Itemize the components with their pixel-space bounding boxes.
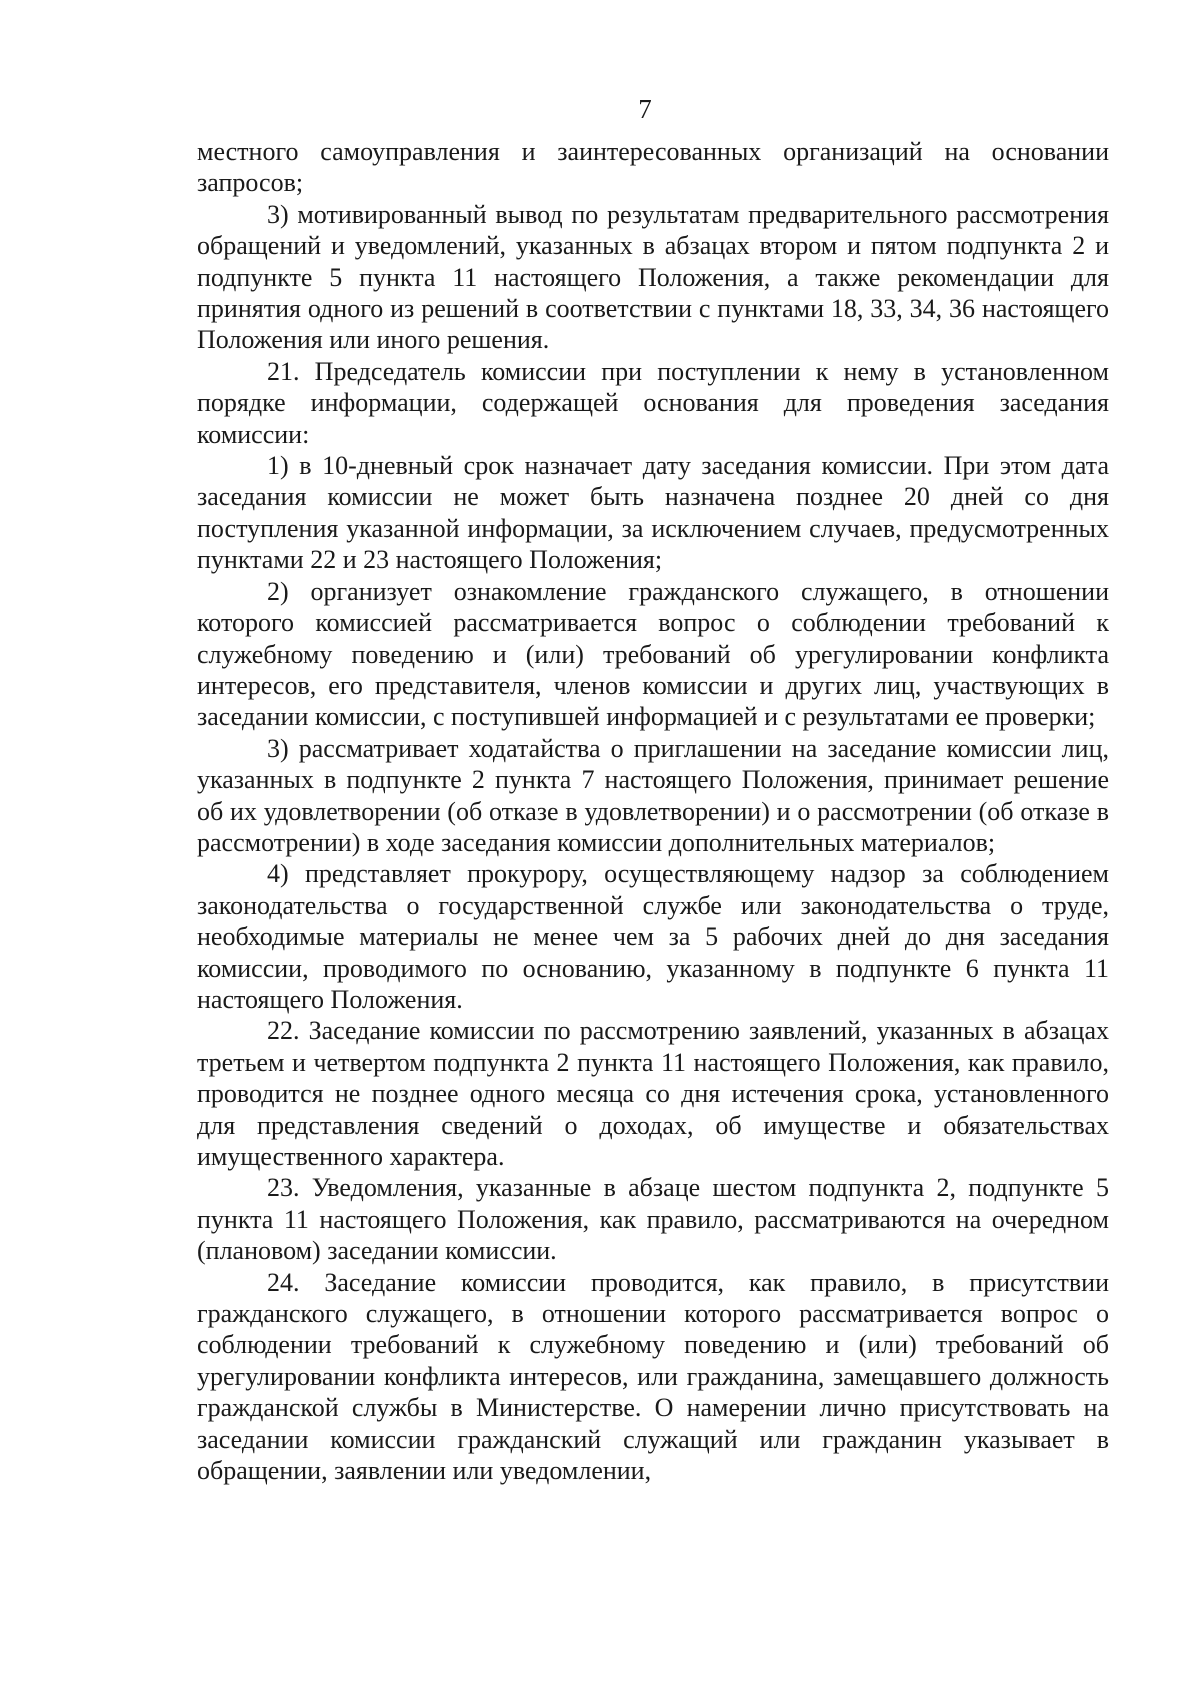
paragraph-22: 22. Заседание комиссии по рассмотрению заявлений, указанных в абзацах третьем и четвертом подпункта 2 пункта 11 настоящего Положения, как правило, проводится не позднее одного месяца со дня истечения срока, установленного для представления сведений о доходах, об имуществе и обязательствах имущественного характера. bbox=[197, 1016, 1109, 1171]
paragraph-21-item-3: 3) рассматривает ходатайства о приглашении на заседание комиссии лиц, указанных в подпункте 2 пункта 7 настоящего Положения, принимает решение об их удовлетворении (об отказе в удовлетворении) и о рассмотрении (об отказе в рассмотрении) в ходе заседания комиссии дополнительных материалов; bbox=[197, 733, 1109, 857]
paragraph-21-item-4: 4) представляет прокурору, осуществляющему надзор за соблюдением законодательства о государственной службе или законодательства о труде, необходимые материалы не менее чем за 5 рабочих дней до дня заседания комиссии, проводимого по основанию, указанному в подпункте 6 пункта 11 настоящего Положения. bbox=[197, 859, 1109, 1014]
paragraph-24: 24. Заседание комиссии проводится, как правило, в присутствии гражданского служащего, в отношении которого рассматривается вопрос о соблюдении требований к служебному поведению и (или) требований об урегулировании конфликта интересов, или гражданина, замещавшего должность гражданской службы в Министерстве. О намерении лично присутствовать на заседании комиссии гражданский служащий или гражданин указывает в обращении, заявлении или уведомлении, bbox=[197, 1267, 1109, 1486]
document-body bbox=[197, 136, 1109, 1486]
paragraph-continuation: местного самоуправления и заинтересованных организаций на основании запросов; bbox=[197, 137, 1109, 198]
paragraph-item-3-motivated-conclusion: 3) мотивированный вывод по результатам предварительного рассмотрения обращений и уведомлений, указанных в абзацах втором и пятом подпункта 2 и подпункте 5 пункта 11 настоящего Положения, а также рекомендации для принятия одного из решений в соответствии с пунктами 18, 33, 34, 36 настоящего Положения или иного решения. bbox=[197, 199, 1109, 355]
paragraph-21-item-2: 2) организует ознакомление гражданского служащего, в отношении которого комиссией рассматривается вопрос о соблюдении требований к служебному поведению и (или) требований об урегулировании конфликта интересов, его представителя, членов комиссии и других лиц, участвующих в заседании комиссии, с поступившей информацией и с результатами ее проверки; bbox=[197, 576, 1109, 732]
paragraph-21: 21. Председатель комиссии при поступлении к нему в установленном порядке информации, содержащей основания для проведения заседания комиссии: bbox=[197, 356, 1109, 449]
paragraph-23: 23. Уведомления, указанные в абзаце шестом подпункта 2, подпункте 5 пункта 11 настоящего Положения, как правило, рассматриваются на очередном (плановом) заседании комиссии. bbox=[197, 1173, 1109, 1266]
page-number: 7 bbox=[638, 94, 652, 124]
paragraph-21-item-1: 1) в 10-дневный срок назначает дату заседания комиссии. При этом дата заседания комиссии не может быть назначена позднее 20 дней со дня поступления указанной информации, за исключением случаев, предусмотренных пунктами 22 и 23 настоящего Положения; bbox=[197, 451, 1109, 575]
